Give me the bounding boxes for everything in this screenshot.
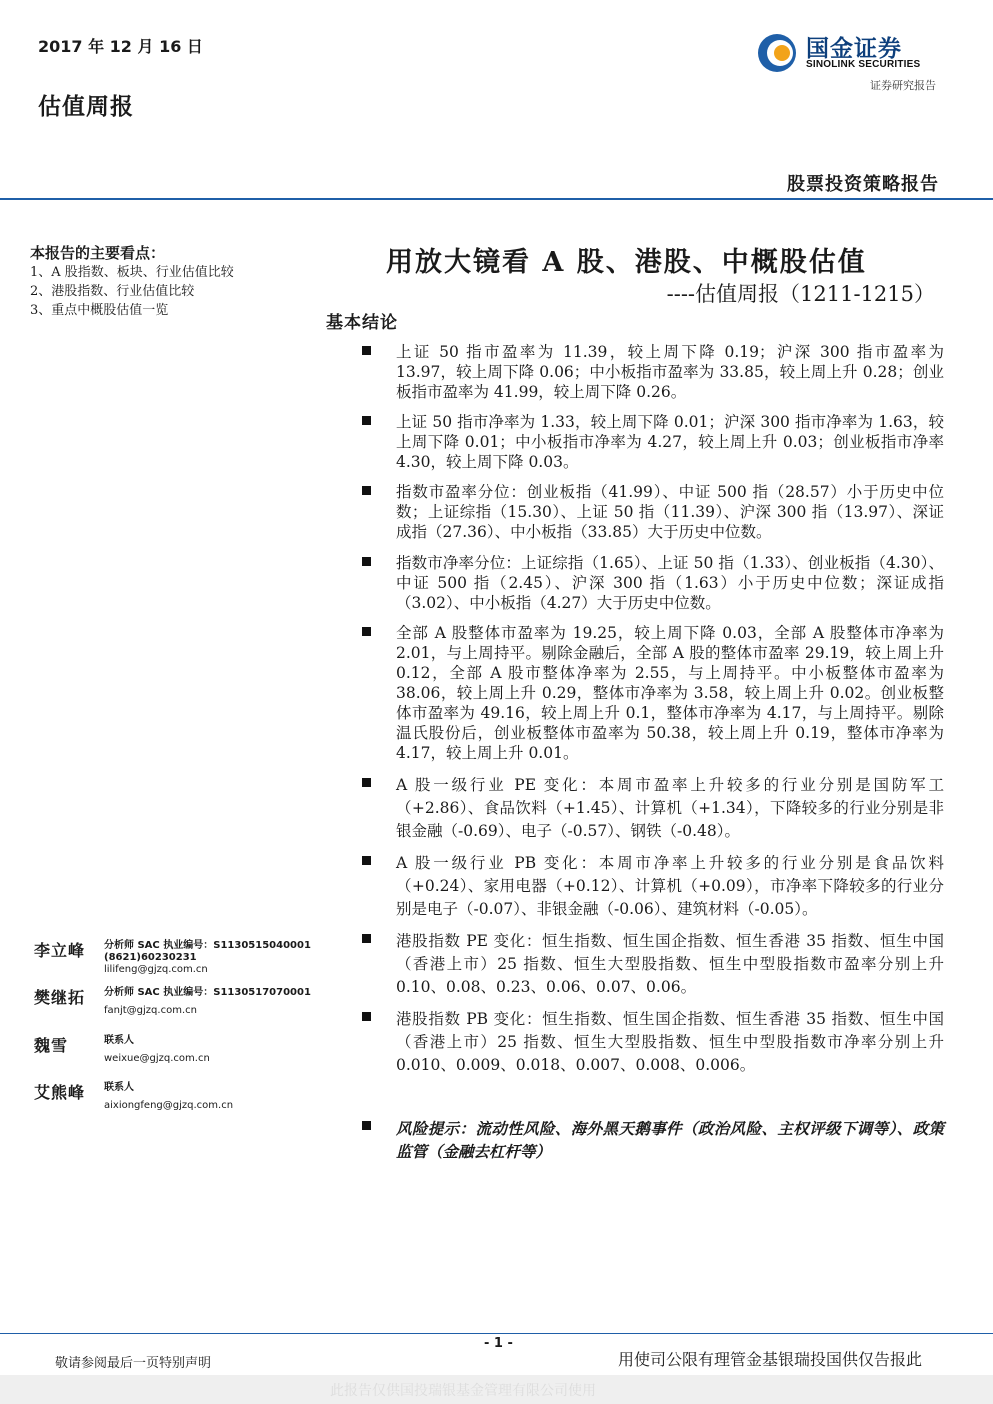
conclusion-text: A 股一级行业 PB 变化：本周市净率上升较多的行业分别是食品饮料（+0.24）、家用电器（+0.12）、计算机（+0.09），市净率下降较多的行业分别是电子（-0.07）、非银金融（-0.06）、建筑材料（-0.05）。 (396, 854, 944, 918)
bullet-square-icon (362, 856, 371, 865)
report-title: 用放大镜看 A 股、港股、中概股估值 (386, 247, 867, 278)
bullet-square-icon (362, 416, 371, 425)
watermark-text: 此报告仅供国投瑞银基金管理有限公司使用 (330, 1383, 596, 1399)
logo-cn-text: 国金证券 (806, 36, 902, 62)
footer-mirrored-text: 用使司公限有理管金基银瑞投国供仅告报此 (618, 1350, 923, 1369)
analyst-name: 魏雪 (34, 1036, 69, 1055)
logo-subtitle: 证券研究报告 (870, 79, 936, 92)
analyst-info (104, 1035, 210, 1065)
analyst-role: 联系人 (104, 1035, 134, 1046)
highlights-title: 本报告的主要看点： (30, 244, 166, 262)
bullet-square-icon (362, 346, 371, 355)
footer-divider (0, 1333, 993, 1334)
analyst-role: 分析师 SAC 执业编号：S1130515040001 (104, 940, 311, 951)
risk-warning: 风险提示：流动性风险、海外黑天鹅事件（政治风险、主权评级下调等）、政策监管（金融去杠杆等） (396, 1119, 944, 1161)
analyst-name: 樊继拓 (34, 988, 86, 1007)
conclusion-text: 港股指数 PE 变化：恒生指数、恒生国企指数、恒生香港 35 指数、恒生中国（香港上市）25 指数、恒生大型股指数、恒生中型股指数市盈率分别上升 0.10、0.08、0.23、0.06、0.07、0.06。 (396, 932, 944, 996)
company-logo (756, 30, 946, 74)
conclusion-text: 指数市盈率分位：创业板指（41.99）、中证 500 指（28.57）小于历史中位数；上证综指（15.30）、上证 50 指（11.39）、沪深 300 指（13.97）、深证成指（27.36）、中小板指（33.85）大于历史中位数。 (396, 483, 944, 541)
bullet-square-icon (362, 934, 371, 943)
conclusion-text: 全部 A 股整体市盈率为 19.25，较上周下降 0.03，全部 A 股整体市净率为 2.01，与上周持平。剔除金融后，全部 A 股的整体市盈率 29.19，较上周上升 0.12，全部 A 股市整体净率为 2.55，与上周持平。中小板整体市盈率为 38.06，较上周上升 0.29，整体市净率为 3.58，较上周上升 0.02。创业板整体市盈率为 49.16，较上周上升 0.1，整体市净率为 4.17，与上周持平。剔除温氏股份后，创业板整体市盈率为 50.38，较上周上升 0.19，整体市净率为 4.17，较上周上升 0.01。 (396, 624, 944, 762)
conclusion-text: 上证 50 指市净率为 1.33，较上周下降 0.01；沪深 300 指市净率为 1.63，较上周下降 0.01；中小板指市净率为 4.27，较上周上升 0.03；创业板指市净率 4.30，较上周下降 0.03。 (396, 413, 944, 471)
analyst-phone: (8621)60230231 (104, 952, 197, 963)
analyst-name: 李立峰 (34, 941, 86, 960)
analyst-email[interactable]: weixue@gjzq.com.cn (104, 1053, 210, 1064)
analyst-info (104, 940, 311, 976)
bullet-square-icon (362, 557, 371, 566)
logo-mark-icon (756, 32, 798, 74)
report-category: 股票投资策略报告 (787, 174, 939, 195)
highlight-item: 1、A 股指数、板块、行业估值比较 (30, 265, 234, 280)
analyst-email[interactable]: fanjt@gjzq.com.cn (104, 1005, 197, 1016)
conclusion-text: 港股指数 PB 变化：恒生指数、恒生国企指数、恒生香港 35 指数、恒生中国（香港上市）25 指数、恒生大型股指数、恒生中型股指数市净率分别上升 0.010、0.009、0.018、0.007、0.008、0.006。 (396, 1010, 944, 1074)
analyst-email[interactable]: aixiongfeng@gjzq.com.cn (104, 1100, 234, 1111)
logo-en-text: SINOLINK SECURITIES (806, 59, 921, 70)
analyst-info (104, 1082, 233, 1112)
page-number: - 1 - (484, 1336, 513, 1351)
analyst-name: 艾熊峰 (34, 1083, 86, 1102)
report-subtitle: ----估值周报（1211-1215） (666, 282, 935, 306)
analyst-role: 联系人 (104, 1082, 134, 1093)
highlight-item: 3、重点中概股估值一览 (30, 303, 169, 318)
highlight-item: 2、港股指数、行业估值比较 (30, 284, 195, 299)
highlights-list (30, 263, 234, 320)
conclusion-text: 上证 50 指市盈率为 11.39，较上周下降 0.19；沪深 300 指市盈率为 13.97，较上周下降 0.06；中小板指市盈率为 33.85，较上周上升 0.28；创业板指市盈率为 41.99，较上周下降 0.26。 (396, 343, 944, 401)
analyst-role: 分析师 SAC 执业编号：S1130517070001 (104, 987, 311, 998)
bullet-square-icon (362, 1012, 371, 1021)
conclusion-text: A 股一级行业 PE 变化：本周市盈率上升较多的行业分别是国防军工（+2.86）、食品饮料（+1.45）、计算机（+1.34），下降较多的行业分别是非银金融（-0.69）、电子（-0.57）、钢铁（-0.48）。 (396, 776, 944, 840)
bullet-square-icon (362, 778, 371, 787)
conclusion-text: 指数市净率分位：上证综指（1.65）、上证 50 指（1.33）、创业板指（4.30）、中证 500 指（2.45）、沪深 300 指（1.63）小于历史中位数；深证成指（3.02）、中小板指（4.27）大于历史中位数。 (396, 554, 944, 612)
disclaimer-note: 敬请参阅最后一页特别声明 (55, 1356, 212, 1371)
bullet-square-icon (362, 486, 371, 495)
analyst-info (104, 987, 311, 1017)
bullet-square-icon (362, 627, 371, 636)
report-type: 估值周报 (38, 93, 134, 120)
section-title: 基本结论 (326, 313, 398, 333)
bullet-square-icon (362, 1121, 371, 1130)
analyst-email[interactable]: lilifeng@gjzq.com.cn (104, 964, 208, 975)
report-date: 2017 年 12 月 16 日 (38, 37, 203, 56)
header-divider (0, 198, 993, 200)
